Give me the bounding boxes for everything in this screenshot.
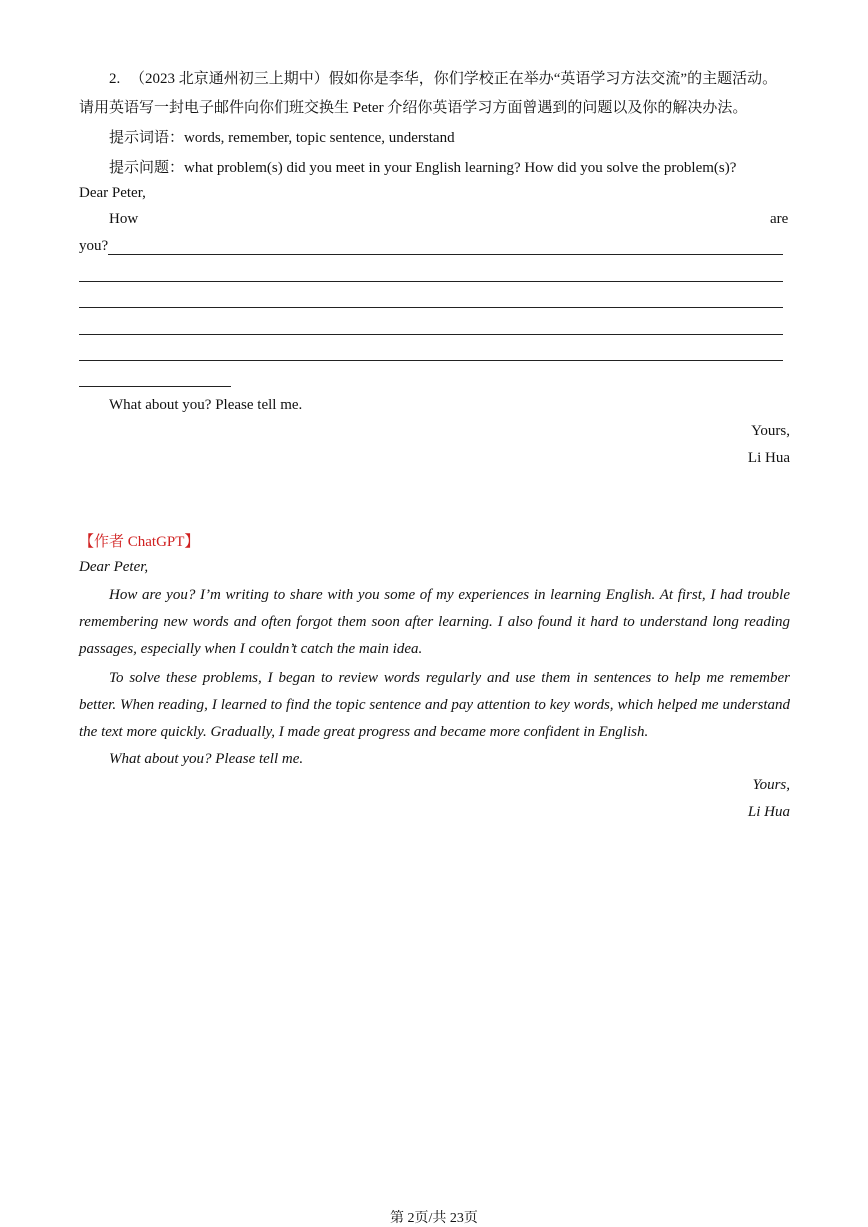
opening-you: you? [79, 238, 109, 254]
question-sign-off: Yours, [751, 423, 790, 439]
writing-line[interactable] [79, 281, 783, 282]
hint-questions [109, 156, 736, 177]
answer-salutation: Dear Peter, [79, 559, 149, 575]
page-number: 第 2页/共 23页 [390, 1211, 478, 1226]
question-closing-question: What about you? Please tell me. [109, 397, 303, 413]
question-prompt-line2: 请用英语写一封电子邮件向你们班交换生 Peter 介绍你英语学习方面曾遇到的问题以及你的解决办法。 [79, 100, 748, 116]
opening-how: How [109, 211, 139, 227]
hint-words [109, 126, 455, 147]
answer-closing-question: What about you? Please tell me. [109, 751, 304, 767]
writing-line[interactable] [79, 334, 783, 335]
opening-are: are [770, 211, 789, 227]
writing-line[interactable] [79, 307, 783, 308]
question-number: 2. [109, 71, 121, 87]
question-signature: Li Hua [747, 450, 790, 466]
question-source: （2023 北京通州初三上期中） [130, 71, 329, 87]
question-salutation: Dear Peter, [79, 185, 146, 201]
answer-signature: Li Hua [747, 804, 790, 820]
hint-questions-text: what problem(s) did you meet in your English learning? How did you solve the problem(s)? [184, 160, 737, 176]
question-header [109, 67, 777, 88]
writing-line[interactable] [79, 360, 783, 361]
author-label: 【作者 ChatGPT】 [79, 534, 200, 550]
answer-paragraph-2: To solve these problems, I began to review words regularly and use them in sentences to help me remember better. When reading, I learned to find the topic sentence and pay attention to key words, which helped me understand the text more quickly. Gradually, I made great progress and became more confident in English. [79, 670, 790, 740]
answer-sign-off: Yours, [752, 777, 790, 793]
writing-line[interactable] [79, 386, 231, 387]
hint-words-label: 提示词语： [109, 130, 185, 146]
answer-body [79, 582, 790, 746]
writing-line[interactable] [108, 254, 783, 255]
question-prompt-line1: 假如你是李华，你们学校正在举办“英语学习方法交流”的主题活动。 [328, 71, 778, 87]
hint-questions-label: 提示问题： [109, 160, 185, 176]
hint-words-text: words, remember, topic sentence, understand [184, 130, 455, 146]
answer-paragraph-1: How are you? I’m writing to share with you some of my experiences in learning English. At first, I had trouble remembering new words and often forgot them soon after learning. I also found it hard to understand long reading passages, especially when I couldn’t catch the main idea. [79, 587, 790, 657]
